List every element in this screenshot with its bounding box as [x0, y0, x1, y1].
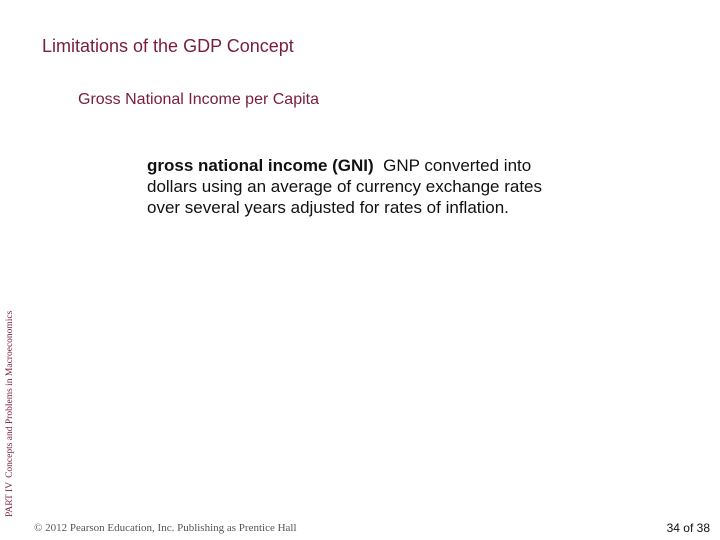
- definition-line-2: dollars using an average of currency exchange rates: [147, 177, 543, 196]
- copyright-footer: © 2012 Pearson Education, Inc. Publishing as Prentice Hall: [34, 522, 297, 534]
- definition-line-1: [147, 155, 617, 176]
- definition-block: [147, 155, 617, 218]
- definition-line-1-text: GNP converted into: [383, 156, 532, 175]
- part-sidebar-label: [4, 311, 16, 517]
- page-number: 34 of 38: [666, 521, 710, 535]
- definition-line-3: over several years adjusted for rates of inflation.: [147, 198, 509, 217]
- definition-term: gross national income (GNI): [147, 156, 374, 175]
- part-title: Concepts and Problems in Macroeconomics: [5, 310, 15, 478]
- slide-title: Limitations of the GDP Concept: [42, 36, 294, 56]
- part-number: PART IV: [5, 481, 15, 517]
- slide-subtitle: Gross National Income per Capita: [78, 91, 319, 108]
